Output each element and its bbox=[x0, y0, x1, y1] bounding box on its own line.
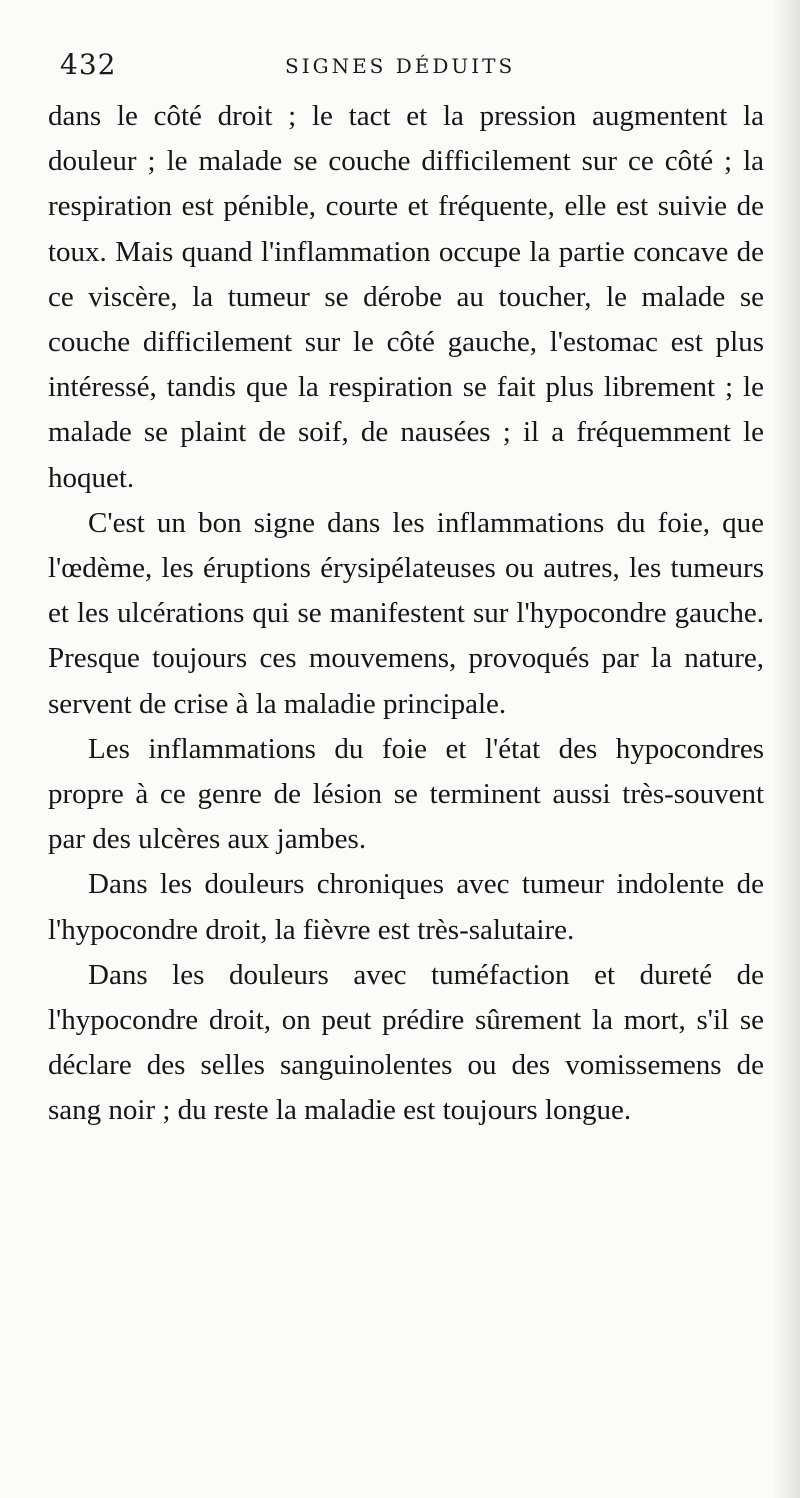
page-number: 432 bbox=[60, 48, 117, 81]
running-head: SIGNES DÉDUITS bbox=[285, 54, 516, 78]
paragraph-3: Les inflammations du foie et l'état des hypocondres propre à ce genre de lésion se terminent aussi très-souvent par des ulcères aux jambes. bbox=[48, 732, 764, 856]
paragraph-1: dans le côté droit ; le tact et la pression augmentent la douleur ; le malade se couche difficilement sur ce côté ; la respiration est pénible, courte et fréquente, elle est suivie de toux. Mais quand l'inflammation occupe la partie concave de ce viscère, la tumeur se dérobe au toucher, le malade se couche difficilement sur le côté gauche, l'estomac est plus intéressé, tandis que la respiration se fait plus librement ; le malade se plaint de soif, de nausées ; il a fréquemment le hoquet. bbox=[48, 100, 764, 494]
paragraph-4: Dans les douleurs chroniques avec tumeur indolente de l'hypocondre droit, la fièvre est très-salutaire. bbox=[48, 868, 764, 946]
paragraph-5: Dans les douleurs avec tuméfaction et dureté de l'hypocondre droit, on peut prédire sûrement la mort, s'il se déclare des selles sanguinolentes ou des vomissemens de sang noir ; du reste la maladie est toujours longue. bbox=[48, 958, 764, 1127]
page-header bbox=[60, 46, 760, 86]
body-text bbox=[48, 94, 764, 1134]
page-edge-shadow bbox=[772, 0, 800, 1498]
paragraph-2: C'est un bon signe dans les inflammations du foie, que l'œdème, les éruptions érysipélateuses ou autres, les tumeurs et les ulcérations qui se manifestent sur l'hypocondre gauche. Presque toujours ces mouvemens, provoqués par la nature, servent de crise à la maladie principale. bbox=[48, 506, 764, 720]
